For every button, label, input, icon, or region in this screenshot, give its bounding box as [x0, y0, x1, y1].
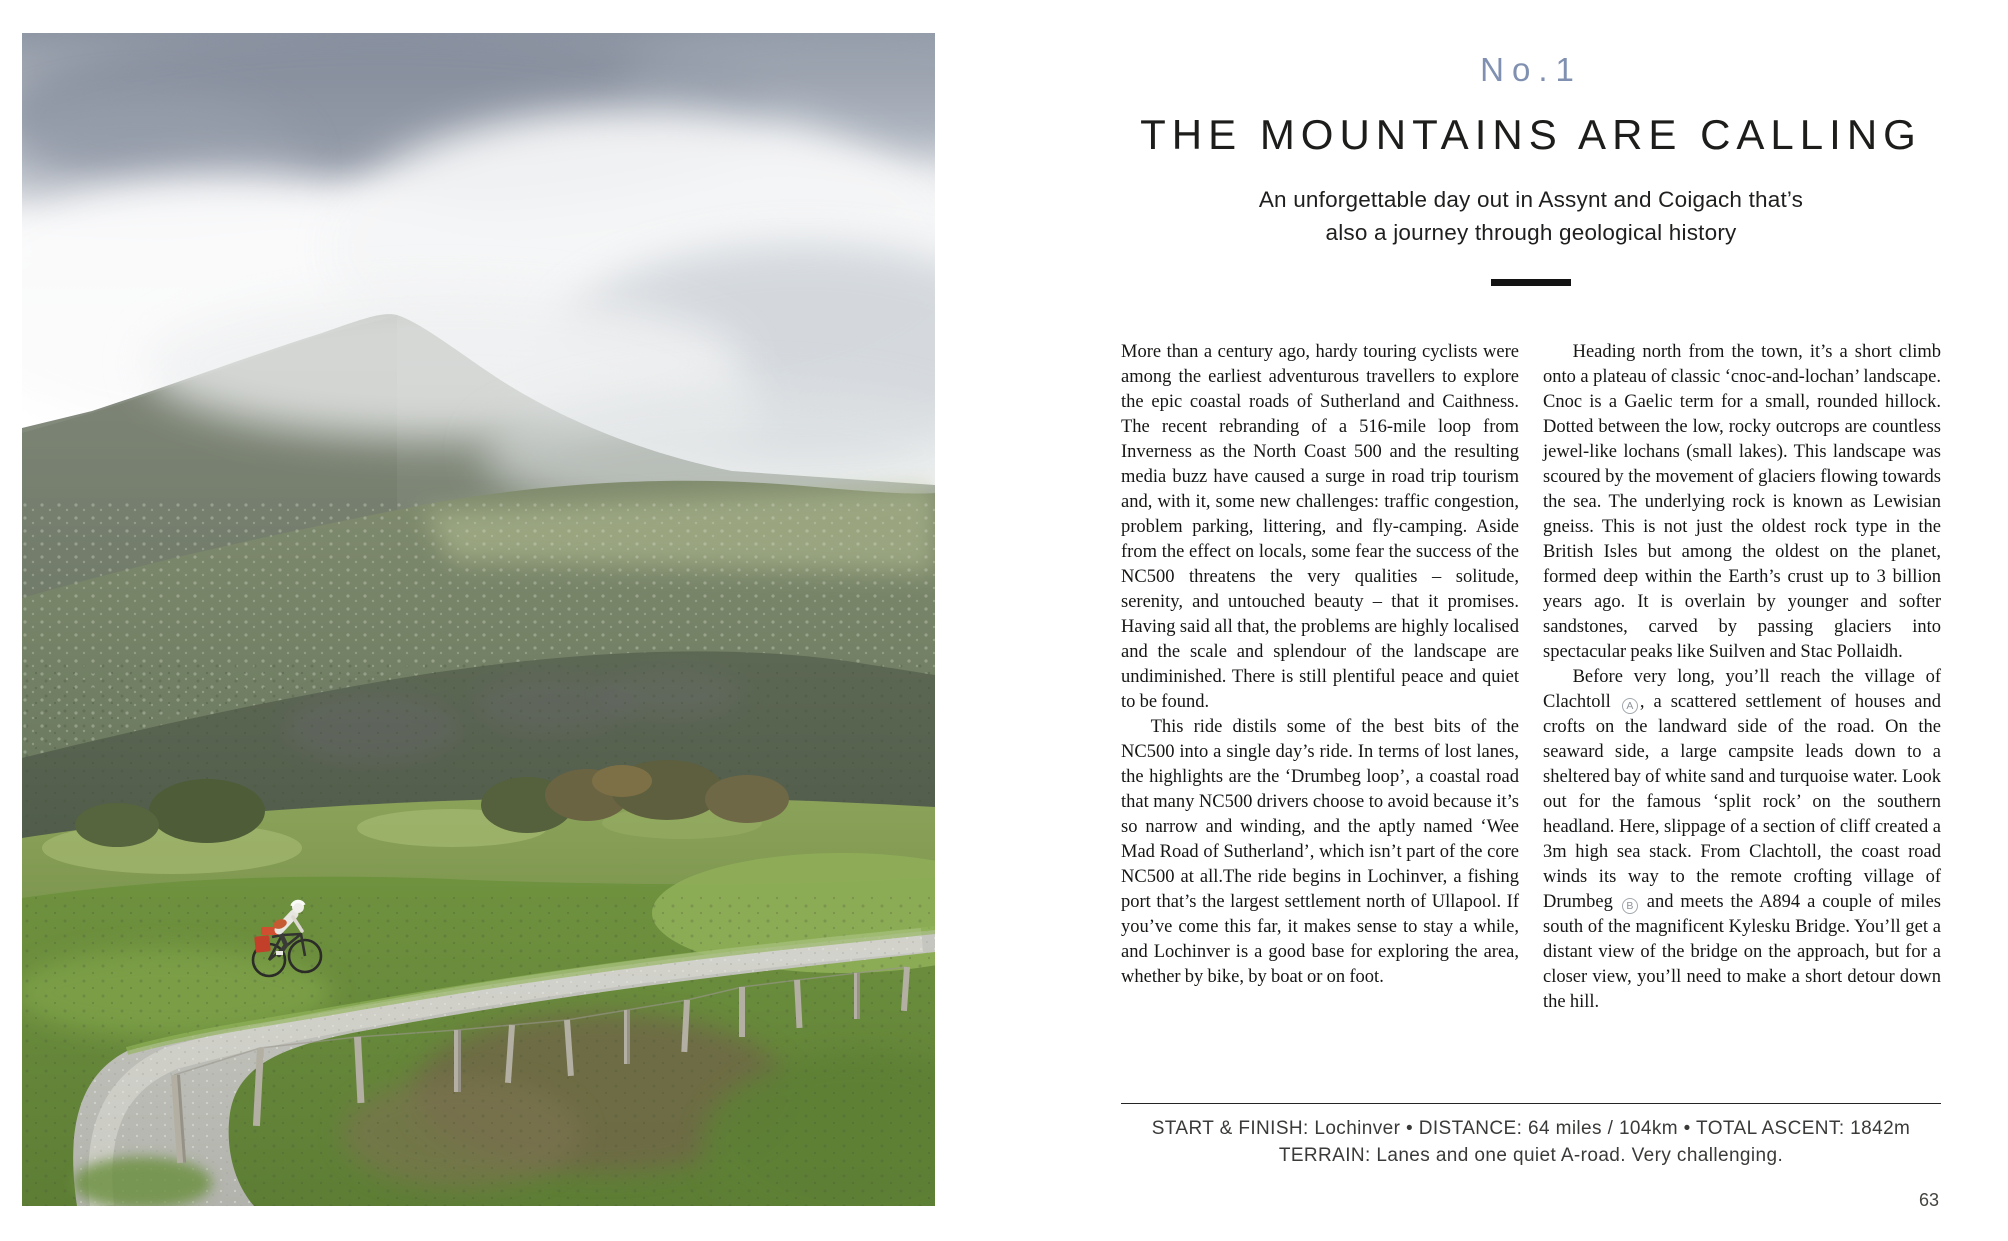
waypoint-marker-a: A: [1622, 698, 1638, 714]
chapter-subtitle: [1121, 183, 1941, 249]
body-paragraph: This ride distils some of the best bits of the NC500 into a single day’s ride. In terms of lost lanes, the highlights are the ‘Drumbeg loop’, a coastal road that many NC500 drivers choose to avoid because it’s so narrow and winding, and the aptly named ‘Wee Mad Road of Sutherland’, which isn’t part of the core NC500 at all.The ride begins in Lochinver, a fishing port that’s the largest settlement north of Ullapool. If you’ve come this far, it makes sense to stay a while, and Lochinver is a good base for exploring the area, whether by bike, by boat or on foot.: [1121, 717, 1519, 987]
stats-rule: [1121, 1103, 1941, 1104]
body-paragraph: Heading north from the town, it’s a short climb onto a plateau of classic ‘cnoc-and-lochan’ landscape. Cnoc is a Gaelic term for a small, rounded hillock. Dotted between the low, rocky outcrops are countless jewel-like lochans (small lakes). This landscape was scoured by the movement of glaciers flowing towards the sea. The underlying rock is known as Lewisian gneiss. This is not just the oldest rock type in the British Isles but among the oldest on the planet, formed deep within the Earth’s crust up to 3 billion years ago. It is overlain by younger and softer sandstones, carved by passing glaciers into spectacular peaks like Suilven and Stac Pollaidh.: [1543, 342, 1941, 662]
chapter-header: [1121, 51, 1941, 286]
subtitle-line: also a journey through geological history: [1325, 220, 1737, 245]
stats-line-1: START & FINISH: Lochinver • DISTANCE: 64 miles / 104km • TOTAL ASCENT: 1842m: [1151, 1118, 1911, 1139]
chapter-page: [1121, 33, 1942, 1210]
page-number: 63: [1918, 1190, 1939, 1210]
text-column-right: [1543, 340, 1941, 1015]
stats-line-2: TERRAIN: Lanes and one quiet A-road. Very challenging.: [1278, 1144, 1784, 1166]
route-number: No.1: [1480, 51, 1582, 88]
route-stats: [1121, 1103, 1941, 1169]
body-paragraph: More than a century ago, hardy touring cyclists were among the earliest adventurous travellers to explore the epic coastal roads of Sutherland and Caithness. The recent rebranding of a 516-mile loop from Inverness as the North Coast 500 and the resulting media buzz have caused a surge in road trip tourism and, with it, some new challenges: traffic congestion, problem parking, littering, and fly-camping. Aside from the effect on locals, some fear the success of the NC500 threatens the very qualities – solitude, serenity, and untouched beauty – that it promises. Having said all that, the problems are highly localised and the scale and splendour of the landscape are undiminished. There is still plentiful peace and quiet to be found.: [1121, 342, 1519, 712]
text-column-left: [1121, 340, 1519, 1015]
subtitle-line: An unforgettable day out in Assynt and Coigach that’s: [1258, 187, 1804, 212]
body-columns: [1121, 340, 1941, 1015]
landscape-photo-art: [22, 33, 935, 1206]
waypoint-marker-b: B: [1622, 898, 1638, 914]
chapter-title: THE MOUNTAINS ARE CALLING: [1140, 111, 1922, 158]
title-rule: [1491, 279, 1571, 286]
body-paragraph: Before very long, you’ll reach the village of Clachtoll A , a scattered settlement of houses and crofts on the landward side of the road. On the seaward side, a large campsite leads down to a sheltered bay of white sand and turquoise water. Look out for the famous ‘split rock’ on the southern headland. Here, slippage of a section of cliff created a 3m high sea stack. From Clachtoll, the coast road winds its way to the remote crofting village of Drumbeg B and meets the A894 a couple of miles south of the magnificent Kylesku Bridge. You’ll get a distant view of the bridge on the approach, but for a closer view, you’ll need to make a short detour down the hill.: [1543, 667, 1942, 1012]
landscape-photo: [22, 33, 935, 1206]
